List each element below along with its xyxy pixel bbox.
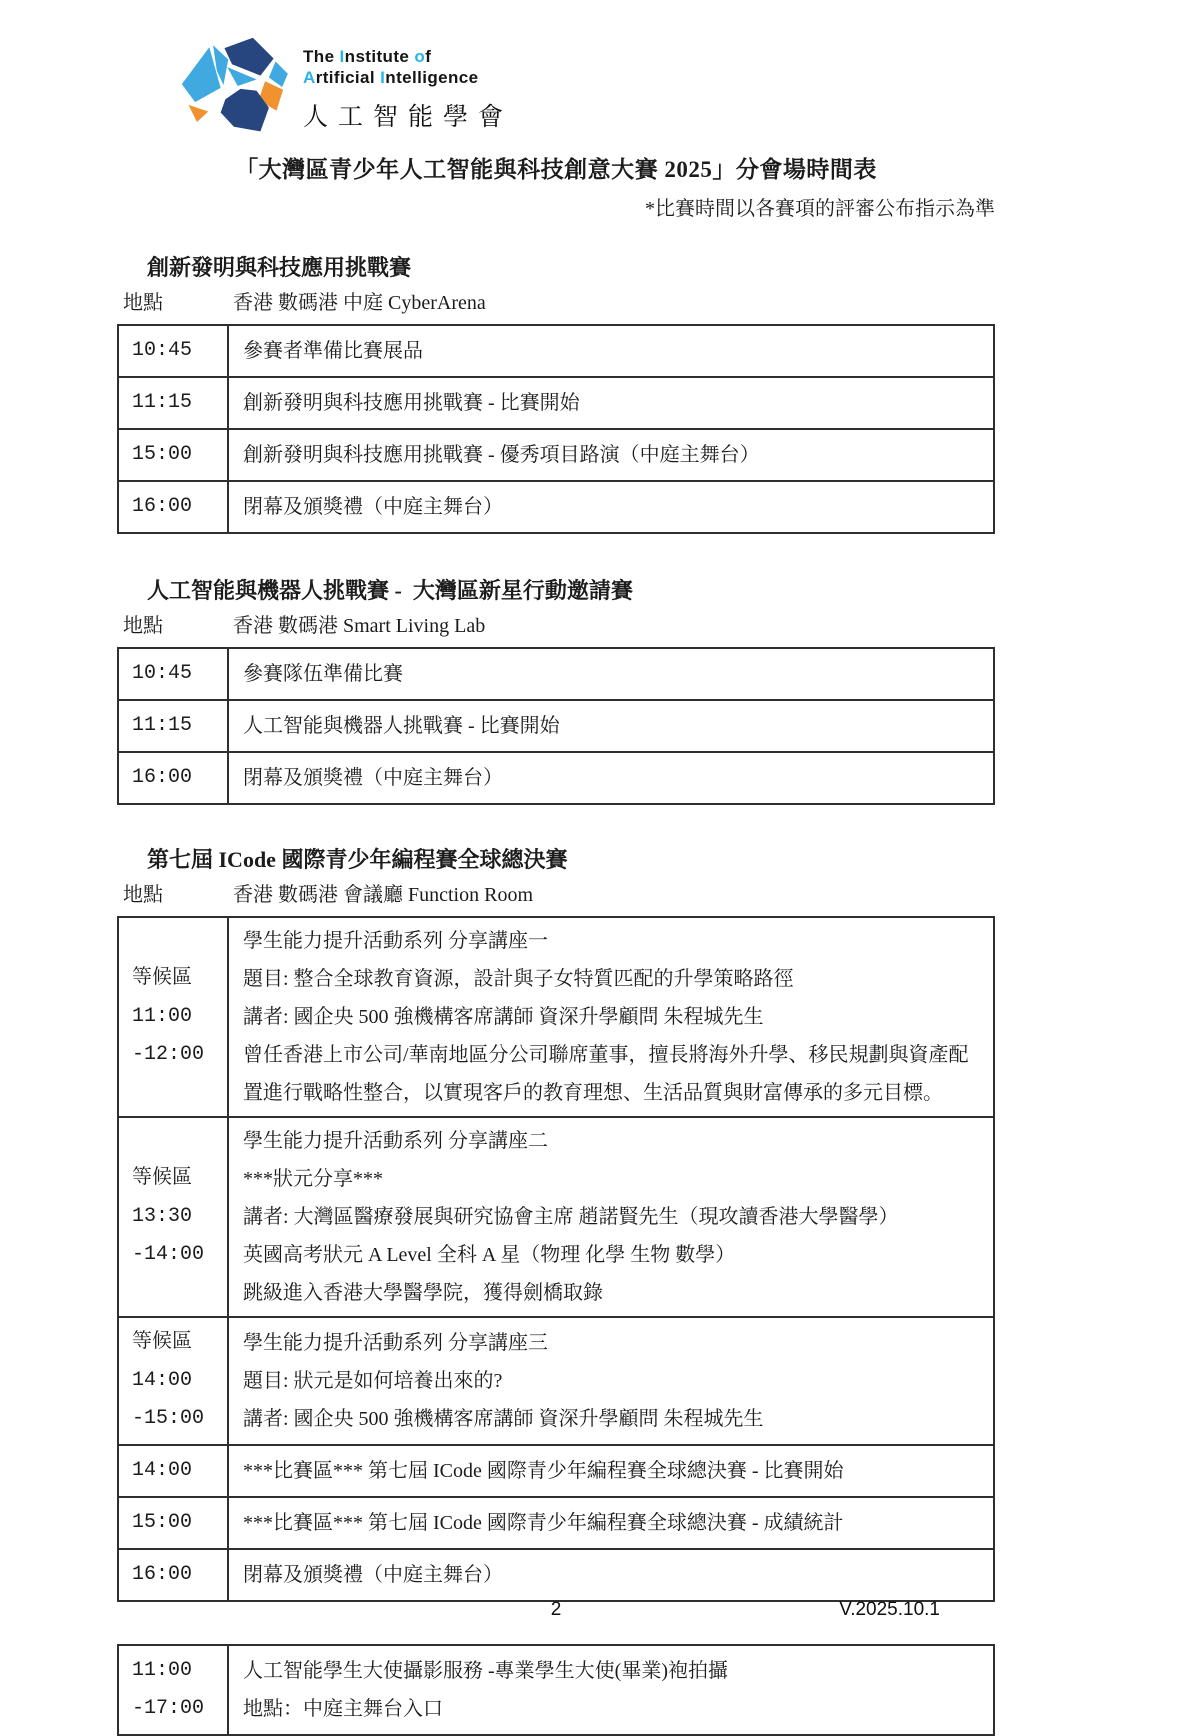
location-value: 香港 數碼港 會議廳 Function Room [233, 884, 534, 906]
section-icode-final [117, 843, 995, 1602]
table-row [118, 648, 994, 700]
org-name-en-line2: Artificial Intelligence [303, 68, 479, 87]
location-label: 地點 [123, 884, 163, 906]
location-label: 地點 [123, 292, 163, 314]
table-row [118, 325, 994, 377]
document-page [0, 33, 1200, 1729]
table-row [118, 1117, 994, 1317]
event-cell: 閉幕及頒獎禮（中庭主舞台） [228, 1549, 994, 1601]
brain-logo-icon [175, 33, 289, 139]
event-cell: 人工智能學生大使攝影服務 -專業學生大使(畢業)袍拍攝 地點：中庭主舞台入口 [228, 1645, 994, 1735]
org-name-cn: 人工智能學會 [303, 104, 514, 131]
section-ai-robot-challenge [117, 574, 995, 805]
table-row [118, 700, 994, 752]
event-cell: ***比賽區*** 第七屆 ICode 國際青少年編程賽全球總決賽 - 比賽開始 [228, 1445, 994, 1497]
table-row [118, 429, 994, 481]
table-row [118, 1645, 994, 1735]
location-value: 香港 數碼港 中庭 CyberArena [233, 292, 486, 314]
time-cell: 16:00 [118, 481, 228, 533]
page-number: 2 [550, 1599, 562, 1620]
time-cell: 15:00 [118, 1497, 228, 1549]
location-label: 地點 [123, 615, 163, 637]
table-row [118, 1549, 994, 1601]
page-footer [117, 1599, 995, 1629]
location-row [123, 880, 995, 910]
schedule-table-3 [117, 916, 995, 1602]
location-value: 香港 數碼港 Smart Living Lab [233, 615, 486, 637]
table-row [118, 1317, 994, 1445]
table-row [118, 481, 994, 533]
event-cell: ***比賽區*** 第七屆 ICode 國際青少年編程賽全球總決賽 - 成績統計 [228, 1497, 994, 1549]
event-cell: 創新發明與科技應用挑戰賽 - 優秀項目路演（中庭主舞台） [228, 429, 994, 481]
table-row [118, 1445, 994, 1497]
document-title: 「大灣區青少年人工智能與科技創意大賽 2025」分會場時間表 [235, 157, 877, 182]
event-cell: 學生能力提升活動系列 分享講座一 題目: 整合全球教育資源，設計與子女特質匹配的升學策略路徑 講者: 國企央 500 強機構客席講師 資深升學顧問 朱程城先生 曾任香港上市公司/華南地區分公司聯席董事，擅長將海外升學、移民規劃與資產配 置進行戰略性整合，以實現客戶的教育理想、生活品質與財富傳承的多元目標。 [228, 917, 994, 1117]
event-cell: 學生能力提升活動系列 分享講座三 題目: 狀元是如何培養出來的? 講者: 國企央 500 強機構客席講師 資深升學顧問 朱程城先生 [228, 1317, 994, 1445]
schedule-table-1 [117, 324, 995, 534]
table-row [118, 917, 994, 1117]
event-cell: 人工智能與機器人挑戰賽 - 比賽開始 [228, 700, 994, 752]
table-row [118, 752, 994, 804]
event-cell: 閉幕及頒獎禮（中庭主舞台） [228, 752, 994, 804]
document-note: *比賽時間以各賽項的評審公布指示為準 [645, 198, 995, 220]
table-row [118, 1497, 994, 1549]
event-cell: 參賽隊伍準備比賽 [228, 648, 994, 700]
time-cell: 等候區 11:00 -12:00 [118, 917, 228, 1117]
time-cell: 14:00 [118, 1445, 228, 1497]
time-cell: 15:00 [118, 429, 228, 481]
version-label: V.2025.10.1 [839, 1599, 940, 1620]
section-heading: 第七屆 ICode 國際青少年編程賽全球總決賽 [147, 847, 568, 872]
table-row [118, 377, 994, 429]
org-logo [175, 33, 1200, 139]
time-cell: 10:45 [118, 325, 228, 377]
section-heading: 創新發明與科技應用挑戰賽 [147, 255, 412, 280]
event-cell: 創新發明與科技應用挑戰賽 - 比賽開始 [228, 377, 994, 429]
time-cell: 10:45 [118, 648, 228, 700]
photo-service-table [117, 1644, 995, 1736]
time-cell: 16:00 [118, 752, 228, 804]
org-name-en-line1: The Institute of [303, 47, 432, 66]
time-cell: 11:15 [118, 700, 228, 752]
time-cell: 11:15 [118, 377, 228, 429]
event-cell: 學生能力提升活動系列 分享講座二 ***狀元分享*** 講者: 大灣區醫療發展與研究協會主席 趙諾賢先生（現攻讀香港大學醫學） 英國高考狀元 A Level 全科 A 星（物理 化學 生物 數學） 跳級進入香港大學醫學院，獲得劍橋取錄 [228, 1117, 994, 1317]
schedule-table-2 [117, 647, 995, 805]
location-row [123, 611, 995, 641]
time-cell: 等候區 14:00 -15:00 [118, 1317, 228, 1445]
event-cell: 參賽者準備比賽展品 [228, 325, 994, 377]
org-logo-text [303, 33, 513, 133]
time-cell: 16:00 [118, 1549, 228, 1601]
event-cell: 閉幕及頒獎禮（中庭主舞台） [228, 481, 994, 533]
time-cell: 等候區 13:30 -14:00 [118, 1117, 228, 1317]
location-row [123, 288, 995, 318]
section-innovation-challenge [117, 251, 995, 534]
section-heading: 人工智能與機器人挑戰賽 - 大灣區新星行動邀請賽 [147, 578, 633, 603]
time-cell: 11:00 -17:00 [118, 1645, 228, 1735]
